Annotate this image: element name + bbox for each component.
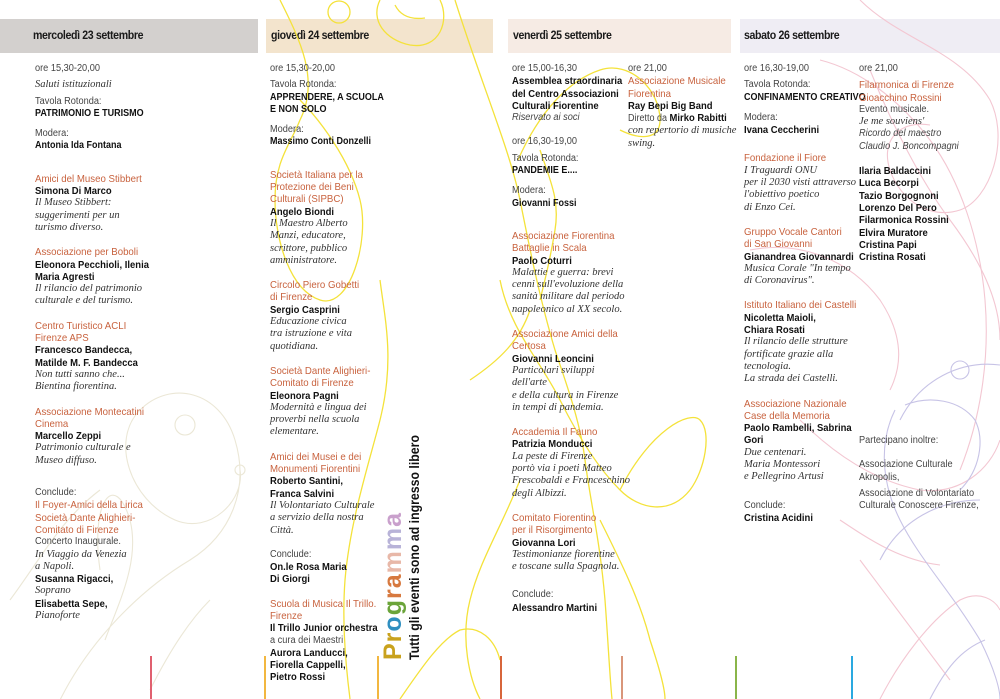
title-letter: r [379,588,407,600]
talk-topic: Il Maestro Alberto [270,217,348,229]
directed-label: Diretto da [628,113,668,125]
evening-org: Gioacchino Rossini [859,91,942,104]
moderator-label: Modera: [512,185,546,197]
talk-topic: in tempi di pandemia. [512,401,604,413]
talk-org: di San Giovanni [744,238,813,251]
roundtable-title: PATRIMONIO E TURISMO [35,107,144,119]
talk-speaker: Sergio Casprini [270,303,340,316]
talk-topic: Non tutti sanno che... [35,368,125,380]
talk-speaker: Eleonora Pagni [270,389,339,402]
closing-org: Il Foyer-Amici della Lirica [35,499,143,512]
talk-topic: Frescobaldi e Franceschino [512,475,630,487]
closing-label: Conclude: [270,548,312,560]
day-header-label: mercoledì 23 settembre [33,30,144,42]
performer-name: Luca Becorpi [859,177,919,190]
title-letter: a [379,573,407,589]
roundtable-label: Tavola Rotonda: [270,79,337,91]
talk-topic: e toscane sulla Spagnola. [512,561,620,573]
talk-org: Società Dante Alighieri- [270,364,371,377]
talk-topic: Il Volontariato Culturale [270,499,375,511]
talk-topic: amministratore. [270,254,337,266]
assembly-note: Riservato ai soci [512,112,580,124]
talk-org: Società Italiana per la [270,168,363,181]
performer-name: Cristina Papi [859,238,917,251]
closing-event: Concerto Inaugurale. [35,536,121,548]
talk-topic: Musica Corale "In tempo [744,262,851,274]
title-letter: r [379,631,407,643]
director-name: Mirko Rabitti [669,112,727,125]
session-time: ore 21,00 [859,63,898,74]
accent-bar [377,656,379,699]
session-time: ore 21,00 [628,63,667,74]
talk-speaker: Simona Di Marco [35,185,112,198]
music-org: Scuola di Musica Il Trillo. [270,597,377,610]
title-letter: P [379,642,407,660]
roundtable-title: APPRENDERE, A SCUOLA [270,91,384,103]
evening-band: Ray Bepi Big Band [628,99,713,112]
talk-org: Protezione dei Beni [270,181,354,194]
performer-name: Tazio Borgognoni [859,189,939,202]
talk [35,320,255,394]
accent-bar [851,656,853,699]
talk [35,246,255,307]
talk-org: Associazione Montecatini [35,405,145,418]
talk-speaker: Patrizia Monducci [512,438,593,451]
talk-topic: napoleonico al XX secolo. [512,303,623,315]
participant: Akropolis, [859,471,900,483]
talk-topic: scrittore, pubblico [270,242,348,254]
opening-note: Saluti istituzionali [35,79,112,91]
roundtable-title: CONFINAMENTO CREATIVO [744,91,866,103]
evening-subtitle: Ricordo del maestro [859,128,942,140]
talk [512,328,627,414]
talk-topic: Maria Montessori [744,459,821,471]
roundtable-title: E NON SOLO [270,103,327,115]
talk-speaker: Maria Agresti [35,270,95,283]
talk [270,279,430,353]
talk [35,173,255,234]
talk-org: Associazione Fiorentina [512,229,615,242]
accent-bar [500,656,502,699]
talk-speaker: Gori [744,434,764,447]
talk-topic: Il rilancio delle strutture [744,336,848,348]
closing-label: Conclude: [512,589,554,601]
accent-bar [735,656,737,699]
evening-subtitle-italic: Je me souviens' [859,116,925,128]
performer-name: Elisabetta Sepe, [35,597,108,610]
talk-org: Fondazione il Fiore [744,152,827,165]
talk-org: Associazione Amici della [512,328,618,341]
talk-org: Associazione Nazionale [744,397,847,410]
talk-speaker: Marcello Zeppi [35,430,102,443]
talk-topic: elementare. [270,426,319,438]
closing-speaker: On.le Rosa Maria [270,561,347,574]
performer-role: Soprano [35,585,71,597]
saturday-evening [859,63,994,263]
day-header-friday [508,19,731,53]
talk-topic: Due centenari. [744,446,807,458]
evening-org: Associazione Musicale [628,75,726,88]
talk [744,299,857,385]
closing-topic: In Viaggio da Venezia [35,548,127,560]
title-letter: a [379,512,407,527]
day-header-thursday [266,19,493,53]
talk-topic: La strada dei Castelli. [744,373,838,385]
talk-org: per il Risorgimento [512,524,593,537]
day-header-label: sabato 26 settembre [744,30,840,42]
performer-name: Lorenzo Del Pero [859,201,937,214]
assembly-title: Culturali Fiorentine [512,99,599,112]
talk-org: Amici del Museo Stibbert [35,172,142,185]
talk-topic: tra istruzione e vita [270,328,352,340]
talk [512,512,627,573]
title-letter: m [379,550,407,574]
talk-org: Cinema [35,417,69,430]
talk-org: Monumenti Fiorentini [270,463,361,476]
day-header-saturday [740,19,1000,53]
talk-topic: dell'arte [512,377,547,389]
roundtable-title: PANDEMIE E.... [512,165,578,177]
talk-topic: Il rilancio del patrimonio [35,283,143,295]
moderator-label: Modera: [35,128,69,140]
closing-speaker: Di Giorgi [270,573,310,586]
evening-org: Fiorentina [628,87,671,100]
talk-org: Gruppo Vocale Cantori [744,225,842,238]
participant: Associazione di Volontariato [859,487,975,499]
talk-topic: Il Museo Stibbert: [35,197,112,209]
talk-org: Istituto Italiano dei Castelli [744,299,857,312]
talk-topic: turismo diverso. [35,221,104,233]
music-note: a cura dei Maestri [270,634,344,646]
talk-speaker: Paolo Coturri [512,254,572,267]
session-time: ore 16,30-19,00 [744,63,809,74]
talk-topic: Patrimonio culturale e [35,442,131,454]
session-time: ore 15,00-16,30 [512,63,577,74]
moderator-name: Giovanni Fossi [512,197,577,209]
closing-topic: a Napoli. [35,560,75,572]
talk-speaker: Giovanna Lori [512,536,576,549]
talk [744,226,854,287]
talk-topic: quotidiana. [270,340,319,352]
talk-org: Case della Memoria [744,409,830,422]
performer-name: Cristina Rosati [859,251,926,264]
session-time: ore 15,30-20,00 [35,63,100,74]
talk-topic: cenni sull'evoluzione della [512,279,624,291]
evening-director-line [628,112,727,125]
talk-speaker: Roberto Santini, [270,475,343,488]
talk-topic: e Pellegrino Artusi [744,471,824,483]
talk-speaker: Giovanni Leoncini [512,352,594,365]
talk [512,230,627,316]
talk-topic: a servizio della nostra [270,512,364,524]
program-title [380,404,406,660]
talk-topic: Manzi, educatore, [270,230,346,242]
performer-name: Susanna Rigacci, [35,573,114,586]
talk-topic: l'obiettivo poetico [744,189,820,201]
talk-org: di Firenze [270,291,313,304]
talk-topic: di Enzo Cei. [744,201,796,213]
talk-org: Culturali (SIPBC) [270,193,344,206]
talk-org: Amici dei Musei e dei [270,450,362,463]
talk-speaker: Chiara Rosati [744,324,805,337]
performer-role: Pianoforte [35,609,80,621]
accent-bar [264,656,266,699]
schedule-friday [512,63,630,614]
talk-org: Comitato di Firenze [270,377,354,390]
closing-org: Comitato di Firenze [35,523,119,536]
talk-speaker: Paolo Rambelli, Sabrina [744,422,852,435]
assembly-title: del Centro Associazioni [512,87,619,100]
music-teacher: Pietro Rossi [270,671,326,684]
session-time: ore 16,30-19,00 [512,136,577,148]
talk-topic: Museo diffuso. [35,454,97,466]
talk-topic: Malattie e guerra: brevi [512,266,614,278]
talk-topic: Modernità e lingua dei [270,401,367,413]
talk-topic: proverbi nella scuola [270,414,360,426]
evening-topic: swing. [628,137,656,149]
moderator-name: Antonia Ida Fontana [35,140,122,152]
talk [270,169,430,267]
talk-org: Accademia Il Fauno [512,426,598,439]
talk-topic: Testimonianze fiorentine [512,548,615,560]
assembly-title: Assemblea straordinaria [512,75,623,88]
evening-topic: con repertorio di musiche [628,125,737,137]
talk-speaker: Nicoletta Maioli, [744,311,816,324]
moderator-label: Modera: [744,111,778,123]
music-teacher: Aurora Landucci, [270,646,348,659]
schedule-saturday [744,63,866,524]
participant: Culturale Conoscere Firenze, [859,500,979,512]
accent-bar [621,656,623,699]
talk-org: Circolo Piero Gobetti [270,279,360,292]
talk-speaker: Angelo Biondi [270,205,335,218]
friday-evening [628,63,737,150]
talk-topic: Educazione civica [270,316,347,328]
music-org: Firenze [270,609,303,622]
talk-org: Certosa [512,340,546,353]
performer-name: Filarmonica Rossini [859,214,949,227]
talk-org: Centro Turistico ACLI [35,319,127,332]
talk-topic: suggerimenti per un [35,209,120,221]
performer-name: Ilaria Baldaccini [859,165,931,178]
talk-org: Battaglie in Scala [512,242,587,255]
accent-bar [150,656,152,699]
talk-topic: sanità militare dal periodo [512,291,625,303]
day-header-label: venerdì 25 settembre [513,30,612,42]
evening-org: Filarmonica di Firenze [859,79,955,92]
performer-name: Elvira Muratore [859,226,928,239]
talk-speaker: Eleonora Pecchioli, Ilenia [35,258,149,271]
talk-topic: Città. [270,524,294,536]
closing-speaker: Cristina Acidini [744,511,813,524]
moderator-name: Ivana Ceccherini [744,124,820,137]
talk-topic: e della cultura in Firenze [512,389,619,401]
talk-org: Comitato Fiorentino [512,511,597,524]
closing-speaker: Alessandro Martini [512,601,598,614]
talk-topic: Bientina fiorentina. [35,381,117,393]
talk-topic: tecnologia. [744,360,791,372]
moderator-name: Massimo Conti Donzelli [270,136,372,148]
participants-label: Partecipano inoltre: [859,435,939,446]
talk-org: Firenze APS [35,332,89,345]
talk-topic: Particolari sviluppi [512,364,595,376]
talk-org: Associazione per Boboli [35,246,139,259]
talk-speaker: Gianandrea Giovannardi [744,250,854,263]
evening-subtitle: Claudio J. Boncompagni [859,140,959,152]
title-letter: o [379,615,407,632]
music-ensemble: Il Trillo Junior orchestra [270,622,378,635]
music-teacher: Fiorella Cappelli, [270,659,346,672]
talk-topic: di Coronavirus". [744,275,815,287]
schedule-wednesday [35,63,255,622]
talk-topic: culturale e del turismo. [35,295,133,307]
roundtable-label: Tavola Rotonda: [512,152,579,164]
talk-topic: fortificate grazie alla [744,348,834,360]
program-title-block [379,435,440,665]
talk-topic: degli Albizzi. [512,487,567,499]
participants [859,435,999,512]
day-header-wednesday [0,19,258,53]
talk-speaker: Francesco Bandecca, [35,344,133,357]
talk-topic: La peste di Firenze [512,450,593,462]
participant: Associazione Culturale [859,459,953,471]
program-subtitle: Tutti gli eventi sono ad ingresso libero [406,435,422,660]
roundtable-label: Tavola Rotonda: [35,95,102,107]
roundtable-label: Tavola Rotonda: [744,79,811,91]
talk [35,406,255,467]
talk-speaker: Franca Salvini [270,487,335,500]
talk [744,152,854,213]
title-letter: m [379,526,407,551]
talk-topic: portò via i poeti Matteo [512,463,612,475]
moderator-label: Modera: [270,124,304,136]
talk-topic: I Traguardi ONU [744,164,818,176]
talk-topic: per il 2030 visti attraverso [744,177,856,189]
talk-speaker: Matilde M. F. Bandecca [35,356,138,369]
title-letter: g [379,599,407,616]
evening-event: Evento musicale. [859,103,930,115]
session-time: ore 15,30-20,00 [270,63,335,74]
day-header-label: giovedì 24 settembre [271,30,369,42]
closing-label: Conclude: [744,499,786,511]
talk [744,398,854,484]
closing-label: Conclude: [35,487,77,499]
talk [512,426,630,500]
closing-org: Società Dante Alighieri- [35,511,136,524]
